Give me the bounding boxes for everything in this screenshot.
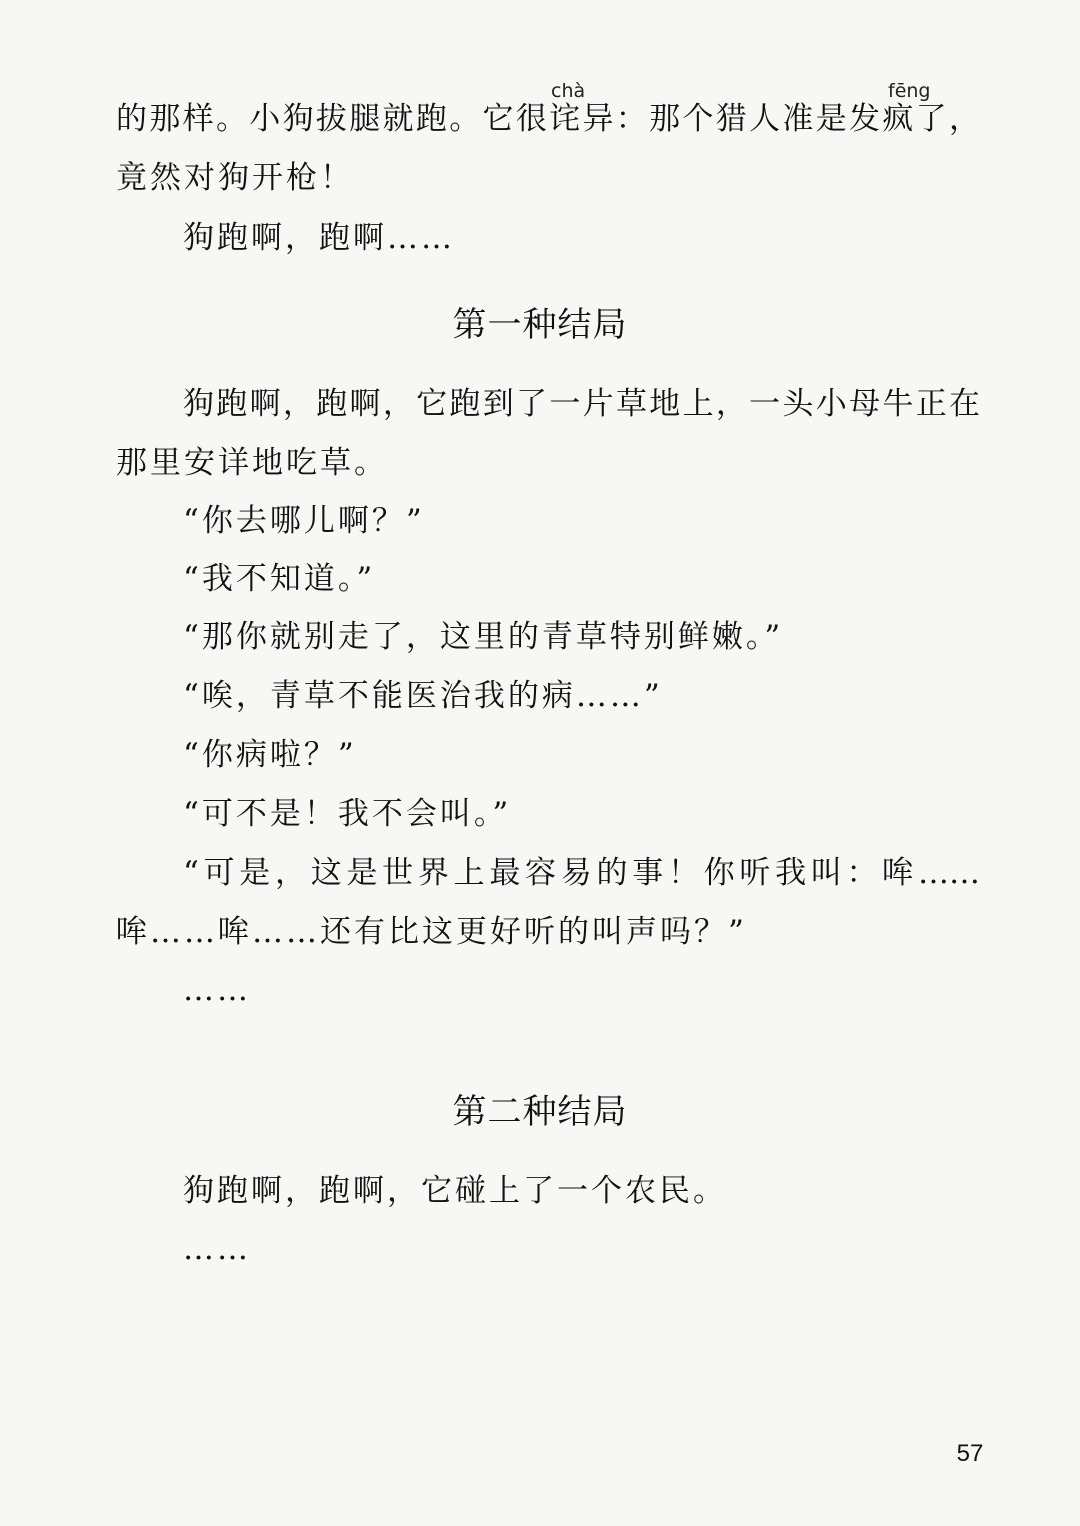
dialogue-line-8: 哞……哞……还有比这更好听的叫声吗？” xyxy=(116,914,747,950)
dialogue-line-3: “那你就别走了，这里的青草特别鲜嫩。” xyxy=(183,619,784,655)
dialogue-line-4: “唉，青草不能医治我的病……” xyxy=(183,678,663,714)
text-line-5: 那里安详地吃草。 xyxy=(116,445,388,481)
text-line-15: 狗跑啊，跑啊，它碰上了一个农民。 xyxy=(183,1173,727,1209)
heading-ending-1: 第一种结局 xyxy=(452,305,628,345)
text-line-1: 的那样。小狗拔腿就跑。它很诧异：那个猎人准是发疯了， xyxy=(116,101,980,137)
text-line-2: 竟然对狗开枪！ xyxy=(116,160,354,196)
dialogue-line-1: “你去哪儿啊？” xyxy=(183,503,425,539)
text-line-4: 狗跑啊，跑啊，它跑到了一片草地上，一头小母牛正在 xyxy=(183,386,980,422)
page-number: 57 xyxy=(956,1440,984,1467)
heading-ending-2: 第二种结局 xyxy=(452,1092,628,1132)
pinyin-feng: fēng xyxy=(888,80,931,102)
ellipsis-line-1: …… xyxy=(183,972,251,1008)
ellipsis-line-2: …… xyxy=(183,1231,251,1267)
dialogue-line-6: “可不是！我不会叫。” xyxy=(183,796,512,832)
dialogue-line-7: “可是，这是世界上最容易的事！你听我叫：哞…… xyxy=(183,855,980,891)
pinyin-cha: chà xyxy=(551,80,586,102)
dialogue-line-2: “我不知道。” xyxy=(183,561,376,597)
dialogue-line-5: “你病啦？” xyxy=(183,737,357,773)
text-line-3: 狗跑啊，跑啊…… xyxy=(183,220,455,256)
